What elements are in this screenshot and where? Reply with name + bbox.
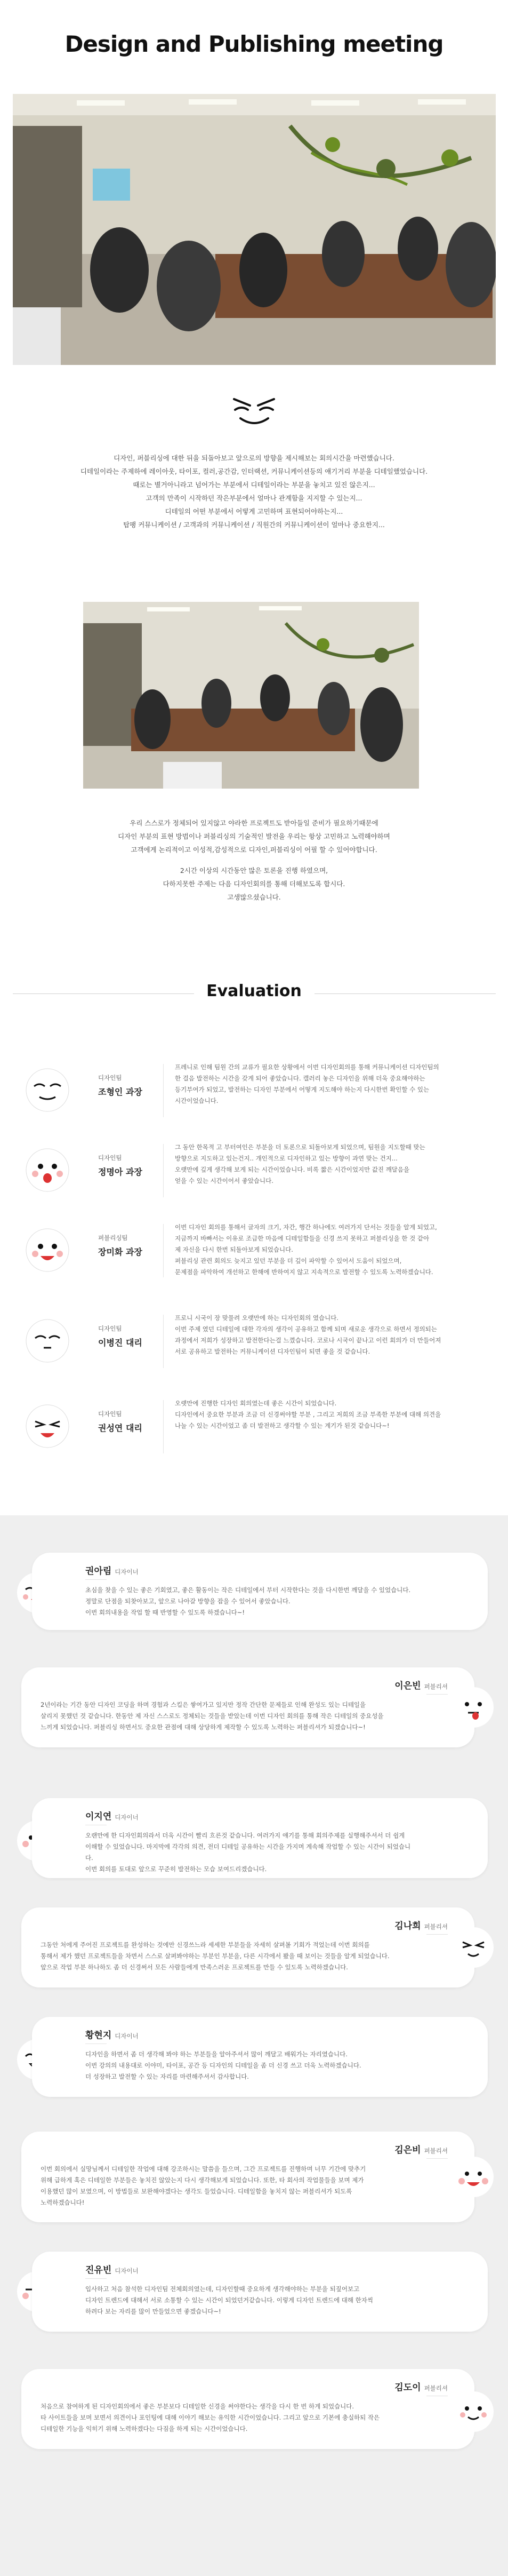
testimonial-line: 느끼게 되었습니다. 퍼블리싱 하면서도 중요한 관점에 대해 상당하게 제작할 수 있도록 노력하는 퍼블리셔가 되겠습니다~!	[41, 1723, 366, 1731]
testimonial-line: 처음으로 참여하게 된 디자인회의에서 좋은 부분보다 디테일한 신경을 써야한다는 생각을 다시 한 번 하게 되었습니다.	[41, 2403, 354, 2410]
testimonial-name: 이은빈	[394, 1681, 421, 1691]
happy-face-icon	[23, 1226, 71, 1274]
testimonial-line: 오랜만에 한 디자인회의라서 더욱 시간이 빨리 흐른것 같습니다. 여러가지 얘기를 통해 회의주제를 실행해주셔서 더 쉽게	[85, 1832, 405, 1839]
evaluator-name: 조형인 과장	[98, 1087, 142, 1097]
evaluation-item	[23, 1062, 485, 1120]
testimonial-line: 살리지 못했던 것 같습니다. 한동안 제 자신 스스로도 정체되는 것들을 받았는데 이번 디자인 회의를 통해 작은 디테일의 중요성을	[41, 1712, 384, 1720]
testimonial-line: 이번 강의의 내용대로 이야미, 타이포, 공간 등 디자인의 디테일을 좀 더 신경 쓰고 더욱 노력하겠습니다.	[85, 2062, 361, 2069]
testimonial-card	[21, 1907, 474, 1987]
evaluator-role: 퍼블리싱팀	[98, 1234, 128, 1242]
smiling-face-icon	[452, 2390, 495, 2433]
intro-line: 때로는 별거아니라고 넘어가는 부분에서 디테일이라는 부분을 놓치고 있진 않은지...	[133, 481, 375, 489]
evaluation-text	[175, 1222, 484, 1278]
testimonial-line: 디자인 트렌드에 대해서 서로 소통할 수 있는 시간이 되었던거같습니다. 이렇게 디자인 트렌드에 대해 한자씩	[85, 2296, 373, 2304]
evaluation-line: 방향으로 지도하고 있는건지.. 개인적으로 디자인하고 있는 방향이 과연 맞는 건지...	[175, 1155, 398, 1162]
testimonial-text	[85, 2049, 416, 2082]
testimonial-name: 권아림	[85, 1566, 112, 1577]
testimonial-line: 2년이라는 기간 동안 디자인 코딩을 하며 경험과 스킬은 쌓여가고 있지만 정작 간단한 문제들로 인해 완성도 있는 디테일을	[41, 1701, 366, 1708]
testimonial-card	[32, 1798, 488, 1878]
evaluation-line: 시간이었습니다.	[175, 1097, 219, 1104]
evaluation-text	[175, 1062, 484, 1107]
testimonial-name: 김은비	[394, 2145, 421, 2156]
evaluator-role: 디자인팀	[98, 1325, 122, 1332]
evaluation-item	[23, 1222, 485, 1281]
testimonial-header	[85, 2262, 139, 2276]
evaluation-line: 등기부여가 되었고, 발전하는 디자인 부분에서 어떻게 지도해야 하는지 다시한번 확인할 수 있는	[175, 1086, 430, 1093]
evaluation-text	[175, 1313, 484, 1357]
testimonial-role: 디자이너	[115, 2032, 139, 2040]
summary-line: 디자인 부분의 표현 방법이나 퍼블리싱의 기술적인 발전을 우리는 항상 고민하고 노력해야하며	[118, 832, 390, 840]
evaluation-line: 나눌 수 있는 시간이었고 좀 더 발전하고 생각할 수 있는 계기가 된것 같습니다~!	[175, 1422, 390, 1429]
testimonial-line: 정말로 단점을 되찾아보고, 앞으로 나아갈 방향을 잡을 수 있어서 좋았습니다.	[85, 1597, 291, 1605]
testimonial-header	[394, 1678, 448, 1691]
squinting-face-icon	[452, 1926, 495, 1969]
evaluation-line: 프로니 시국이 장 맞물려 오랫만에 하는 디자인회의 였습니다.	[175, 1314, 338, 1322]
evaluation-line: 얻을 수 있는 시간이어서 좋았습니다.	[175, 1177, 273, 1184]
intro-paragraph	[53, 451, 455, 531]
evaluation-line: 한 걸음 발전하는 시간을 갖게 되어 좋았습니다. 캘러리 놓은 디자인을 위해 더욱 중요해야하는	[175, 1075, 425, 1082]
testimonial-card	[21, 1667, 474, 1747]
testimonial-line: 타 사이트들을 보며 보면서 의견이나 포인팅에 대해 이야기 해보는 유익한 시간이었습니다. 그리고 앞으로 기본에 충실하되 작은	[41, 2414, 380, 2421]
testimonial-card	[21, 2132, 474, 2222]
evaluation-item	[23, 1398, 485, 1457]
meeting-photo-wide	[13, 94, 496, 365]
evaluation-line: 지금까지 바빠서는 이유로 조급한 마음에 디테일함들을 신경 쓰지 못하고 퍼블리싱을 한 것 같아	[175, 1235, 430, 1242]
testimonial-role: 퍼블리셔	[424, 2384, 448, 2392]
testimonial-header	[85, 1809, 139, 1822]
testimonial-role: 디자이너	[115, 1568, 139, 1576]
testimonial-line: 디테일한 기능을 익히기 위해 노력하겠다는 다짐을 하게 되는 시간이었습니다.	[41, 2425, 248, 2432]
intro-line: 고객의 만족이 시작하던 작은부분에서 얼마나 관계함을 지지할 수 있는지...	[146, 494, 362, 502]
testimonial-line: 노력하겠습니다!	[41, 2199, 85, 2206]
intro-line: 디자인, 퍼블리싱에 대한 뒤을 되돌아보고 앞으로의 방향을 제시해보는 회의시간을 마련했습니다.	[114, 454, 394, 462]
evaluation-item	[23, 1313, 485, 1371]
divider	[85, 2278, 107, 2279]
testimonial-header	[85, 1563, 139, 1577]
evaluator-role: 디자인팀	[98, 1410, 122, 1418]
meeting-photo-room	[83, 602, 419, 789]
testimonial-line: 이번 회의에서 실망님께서 디테일한 작업에 대해 강조하시는 말씀을 들으며, 그간 프로젝트를 진행하며 너무 기간에 맞추기	[41, 2165, 366, 2173]
testimonial-header	[394, 2142, 448, 2156]
summary-line: 우리 스스로가 정체되어 있지않고 야라한 프로젝트도 받아들일 준비가 필요하기때문에	[130, 819, 378, 827]
evaluation-line: 이번 디자인 회의를 통해서 글자의 크기, 자간, 행간 하나에도 여러가지 단서는 것들을 알게 되었고,	[175, 1223, 437, 1231]
evaluator-name: 정명아 과장	[98, 1167, 142, 1177]
testimonial-line: 하려다 보는 자리를 많이 만들었으면 좋겠습니다~!	[85, 2308, 221, 2315]
page-title: Design and Publishing meeting	[64, 31, 444, 57]
testimonial-role: 디자이너	[115, 2267, 139, 2275]
testimonial-text	[85, 2284, 416, 2317]
evaluation-text	[175, 1398, 484, 1432]
laughing-face-icon	[23, 1402, 71, 1450]
evaluator-name: 권성연 대리	[98, 1423, 142, 1433]
evaluation-line: 문제점을 파악하여 개선하고 한해에 반하여지 않고 지속적으로 발전할 수 있도록 노력하겠습니다.	[175, 1268, 433, 1276]
divider	[426, 2158, 448, 2159]
summary-line: 2시간 이상의 시간동안 많은 토론을 진행 하였으며,	[180, 866, 328, 874]
testimonial-line: 이해할 수 있었습니다. 마지막에 각각의 의견, 전더 디테일 공유하는 시간을 가지며 계속해 작업할 수 있는 시간이 되었습니다.	[85, 1843, 411, 1862]
evaluation-line: 서로 공유하고 발전하는 커뮤니케이션 디자인팀이 되면 좋을 것 같습니다.	[175, 1348, 370, 1355]
evaluator-role: 디자인팀	[98, 1074, 122, 1082]
testimonial-text	[41, 1939, 446, 1973]
testimonial-line: 이번 회의를 토대로 앞으로 꾸준히 발전하는 모습 보여드리겠습니다.	[85, 1865, 267, 1873]
divider	[426, 1694, 448, 1695]
evaluation-line: 디자인에서 중요한 부분과 조금 더 신경써야할 부분 , 그리고 저희의 조금 부족한 부분에 대해 의견을	[175, 1411, 441, 1418]
testimonial-name: 진유빈	[85, 2265, 112, 2276]
evaluation-title: Evaluation	[206, 982, 302, 1000]
testimonial-role: 퍼블리셔	[424, 1923, 448, 1930]
evaluation-line: 오랫만에 진행한 디자인 회의였는데 좋은 시간이 되었습니다.	[175, 1400, 337, 1407]
evaluation-heading	[0, 982, 508, 1003]
testimonial-header	[394, 1918, 448, 1931]
testimonial-text	[41, 1699, 446, 1733]
evaluation-line: 프레니로 인해 팀원 간의 교류가 필요한 상황에서 이번 디자인회의를 통해 커뮤니케이션 디자인팀의	[175, 1063, 439, 1071]
testimonial-header	[394, 2380, 448, 2393]
evaluator-name: 장미화 과장	[98, 1247, 142, 1257]
testimonial-line: 입사하고 처음 참석한 디자인팀 전체회의였는데, 디자인할때 중요하게 생각해야하는 부분을 되짚어보고	[85, 2285, 360, 2293]
testimonial-header	[85, 2028, 139, 2041]
divider	[426, 1934, 448, 1935]
testimonial-card	[32, 2252, 488, 2332]
testimonial-card	[21, 2369, 474, 2449]
testimonial-text	[85, 1585, 416, 1618]
divider	[163, 1224, 164, 1277]
summary-line: 다하지못한 주제는 다음 디자인회의를 통해 더해보도록 합시다.	[163, 880, 345, 888]
evaluator-name: 이병진 대리	[98, 1338, 142, 1348]
evaluation-text	[175, 1142, 484, 1187]
summary-paragraph	[64, 816, 444, 904]
intro-line: 디테일이라는 주제하에 레이아웃, 타이포, 컬러,공간감, 인터랙션, 커뮤니케이션등의 얘기거리 부분을 디테일했었습니다.	[80, 467, 428, 475]
testimonial-line: 그동안 처에게 주어진 프로젝트를 완성하는 것에만 신경쓰느라 세세한 부분들을 자세히 살펴볼 기회가 적었는데 이번 회의를	[41, 1941, 370, 1949]
testimonial-line: 디자인을 하면서 좀 더 생각해 봐야 하는 부분들을 알아주셔서 많이 깨달고 배워가는 자리였습니다.	[85, 2050, 348, 2058]
divider	[163, 1144, 164, 1197]
testimonial-role: 퍼블리셔	[424, 1683, 448, 1690]
smiling-face-icon	[230, 394, 278, 428]
evaluation-line: 과정에서 저희가 성장하고 발전한다는걸 느꼈습니다. 코로나 시국이 끝나고 이런 회의가 더 만들어져	[175, 1337, 441, 1344]
testimonial-role: 디자이너	[115, 1814, 139, 1821]
testimonial-text	[85, 1830, 416, 1875]
testimonial-card	[32, 2017, 488, 2097]
testimonial-line: 통해서 제가 했던 프로젝트들을 차면서 스스로 살펴봐야하는 부분인 부분을, 다른 시각에서 봤을 때 보이는 것들을 알게 되었습니다.	[41, 1952, 390, 1960]
testimonial-line: 이용했던 많이 보였으며, 이 방법들로 보완해야겠다는 생각도 들었습니다. 디테일함을 놓치지 않는 퍼블리셔가 되도록	[41, 2188, 352, 2195]
surprised-face-icon	[23, 1146, 71, 1194]
testimonial-line: 더 성장하고 발전할 수 있는 자리를 마련해주셔서 감사합니다.	[85, 2073, 249, 2080]
testimonial-card	[32, 1553, 488, 1630]
evaluation-line: 퍼블리싱 관련 회의도 늦지고 있던 부분을 더 깊이 파악할 수 있어서 도움이 되었으며,	[175, 1257, 402, 1265]
calm-face-icon	[23, 1066, 71, 1114]
evaluation-line: 그 동안 한목적 고 부터여인은 부분을 더 토론으로 되돌아보게 되었으며, 팀원을 지도할때 맞는	[175, 1143, 425, 1151]
summary-line: 고객에게 논리적이고 이성적,감성적으로 디자인,퍼블리싱이 어필 할 수 있어야합니다.	[131, 846, 377, 854]
testimonial-line: 앞으로 작업 부분 하나하도 좀 더 신경써서 모든 사람들에게 만족스러운 프로젝트를 만들 수 있도록 노력하겠습니다.	[41, 1963, 348, 1971]
testimonial-text	[41, 2164, 446, 2208]
evaluator-role: 디자인팀	[98, 1154, 122, 1162]
testimonial-name: 이지연	[85, 1811, 112, 1822]
tongue-out-face-icon	[452, 1686, 495, 1729]
evaluation-line: 오랫만에 깊게 생각해 보게 되는 시간이었습니다. 비록 짧은 시간이었지만 값진 깨달음을	[175, 1166, 410, 1173]
testimonial-text	[41, 2401, 446, 2435]
divider	[163, 1400, 164, 1453]
intro-line: 디테일의 어떤 부분에서 어떻게 고민하며 표현되어야하는지...	[165, 507, 343, 515]
testimonial-name: 김나희	[394, 1921, 421, 1931]
intro-line: 탑팽 커뮤니케이션 / 고객과의 커뮤니케이션 / 직원간의 커뮤니케이션이 얼마나 중요한지...	[123, 521, 385, 529]
content-face-icon	[23, 1317, 71, 1365]
cheerful-face-icon	[452, 2156, 495, 2198]
divider	[163, 1064, 164, 1117]
testimonial-name: 황현지	[85, 2030, 112, 2041]
summary-line: 고생많으셨습니다.	[227, 893, 281, 901]
testimonial-line: 이번 회의내용을 작업 할 때 반영할 수 있도록 하겠습니다~!	[85, 1609, 245, 1616]
testimonial-name: 김도이	[394, 2382, 421, 2393]
divider	[163, 1315, 164, 1368]
evaluation-line: 제 자신을 다시 한번 되돌아보게 되었습니다.	[175, 1246, 293, 1253]
evaluation-item	[23, 1142, 485, 1200]
evaluation-line: 이번 주제 였던 디테일에 대한 각자의 생각이 공유하고 함께 되며 새로운 생각으로 하면서 정의되는	[175, 1325, 437, 1333]
testimonial-line: 위해 급하게 혹은 디테일한 부분들은 놓치진 않았는지 다시 생각해보게 되었습니다. 또한, 타 회사의 작업물들을 보며 제가	[41, 2176, 364, 2184]
divider	[85, 1579, 107, 1580]
testimonial-line: 초심을 찾을 수 있는 좋은 기회였고, 좋은 활동이는 작은 디테일에서 부터 시작한다는 것을 다시한번 깨달을 수 있었습니다.	[85, 1586, 411, 1594]
testimonial-role: 퍼블리셔	[424, 2147, 448, 2154]
